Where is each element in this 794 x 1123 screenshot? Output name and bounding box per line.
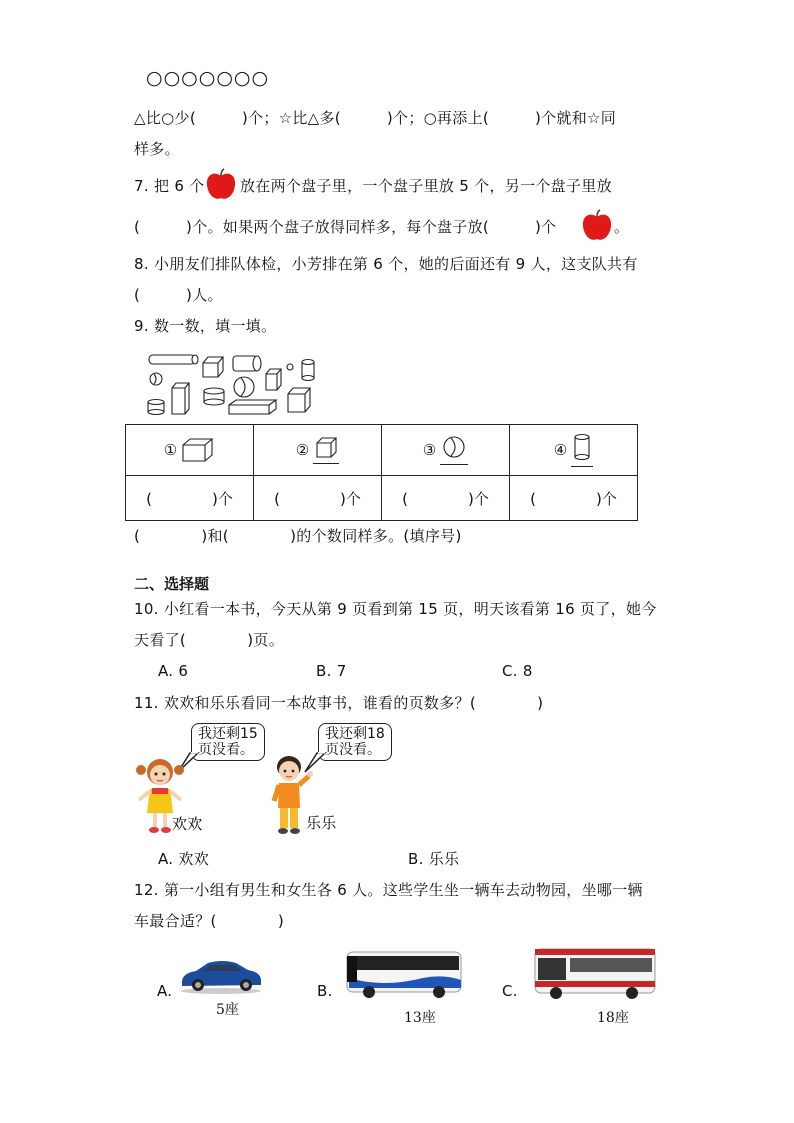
option-c-caption: 18座	[597, 1010, 629, 1026]
sphere-icon	[442, 435, 466, 459]
option-c[interactable]: C. 8	[502, 662, 533, 680]
bubble-text: 我还剩18	[325, 726, 385, 742]
section-heading: 二、选择题	[134, 575, 210, 593]
table-blank-cell[interactable]: ( )个	[510, 476, 638, 521]
q8-line2: ( )人。	[134, 286, 223, 304]
q9-footer: ( )和( )的个数同样多。(填序号)	[134, 527, 462, 545]
table-head-cell	[510, 425, 638, 476]
option-a-letter[interactable]: A.	[157, 982, 173, 1000]
option-c-letter[interactable]: C.	[502, 982, 518, 1000]
bubble-text: 页没看。	[198, 742, 254, 758]
circles-row: ○○○○○○○	[146, 67, 270, 89]
table-head-cell	[254, 425, 382, 476]
number-label: ①	[163, 441, 178, 459]
number-label: ④	[553, 441, 568, 459]
underline	[313, 436, 339, 464]
shapes-figure	[145, 352, 320, 418]
q8-line1: 8. 小朋友们排队体检，小芳排在第 6 个，她的后面还有 9 人，这支队共有	[134, 255, 638, 273]
table-head-cell	[126, 425, 254, 476]
q7-part1: 7. 把 6 个	[134, 177, 205, 195]
cylinder-icon	[573, 433, 591, 461]
speech-bubble-left	[191, 723, 265, 761]
speech-bubble-right	[318, 723, 392, 761]
car-icon[interactable]	[178, 957, 264, 995]
option-b[interactable]: B. 7	[316, 662, 347, 680]
apple-icon	[205, 168, 237, 202]
option-b-caption: 13座	[404, 1010, 436, 1026]
q12-line2: 车最合适？( )	[134, 912, 285, 930]
option-a[interactable]: A. 6	[158, 662, 189, 680]
name-lele: 乐乐	[306, 814, 337, 832]
cube-icon	[315, 436, 337, 458]
q10-line1: 10. 小红看一本书，今天从第 9 页看到第 15 页，明天该看第 16 页了，她今	[134, 600, 657, 618]
q10-line2: 天看了( )页。	[134, 631, 285, 649]
q7-part4: 。	[614, 218, 630, 236]
name-huanhuan: 欢欢	[172, 815, 203, 833]
number-label: ③	[422, 441, 437, 459]
bus-icon[interactable]	[532, 945, 658, 1003]
table-blank-cell[interactable]: ( )个	[254, 476, 382, 521]
table-blank-cell[interactable]: ( )个	[126, 476, 254, 521]
q7-part2: 放在两个盘子里，一个盘子里放 5 个，另一个盘子里放	[240, 177, 612, 195]
option-a-caption: 5座	[216, 1002, 239, 1018]
cuboid-icon	[181, 437, 215, 463]
bubble-text: 页没看。	[325, 742, 381, 758]
apple-icon	[581, 209, 613, 243]
q9-title: 9. 数一数，填一填。	[134, 317, 277, 335]
underline	[571, 433, 593, 467]
q6-line1: △比○少( )个；☆比△多( )个；○再添上( )个就和☆同	[134, 109, 617, 127]
option-b[interactable]: B. 乐乐	[408, 850, 460, 868]
table-head-cell	[382, 425, 510, 476]
option-a[interactable]: A. 欢欢	[158, 850, 210, 868]
table-blank-cell[interactable]: ( )个	[382, 476, 510, 521]
underline	[440, 435, 468, 465]
bus-icon[interactable]	[343, 948, 463, 1000]
number-label: ②	[295, 441, 310, 459]
q6-line2: 样多。	[134, 140, 180, 158]
q12-line1: 12. 第一小组有男生和女生各 6 人。这些学生坐一辆车去动物园，坐哪一辆	[134, 881, 643, 899]
bubble-text: 我还剩15	[198, 726, 258, 742]
shapes-count-table	[125, 424, 638, 521]
option-b-letter[interactable]: B.	[317, 982, 333, 1000]
q7-part3: ( )个。如果两个盘子放得同样多，每个盘子放( )个	[134, 218, 557, 236]
q11-line1: 11. 欢欢和乐乐看同一本故事书，谁看的页数多？( )	[134, 694, 544, 712]
